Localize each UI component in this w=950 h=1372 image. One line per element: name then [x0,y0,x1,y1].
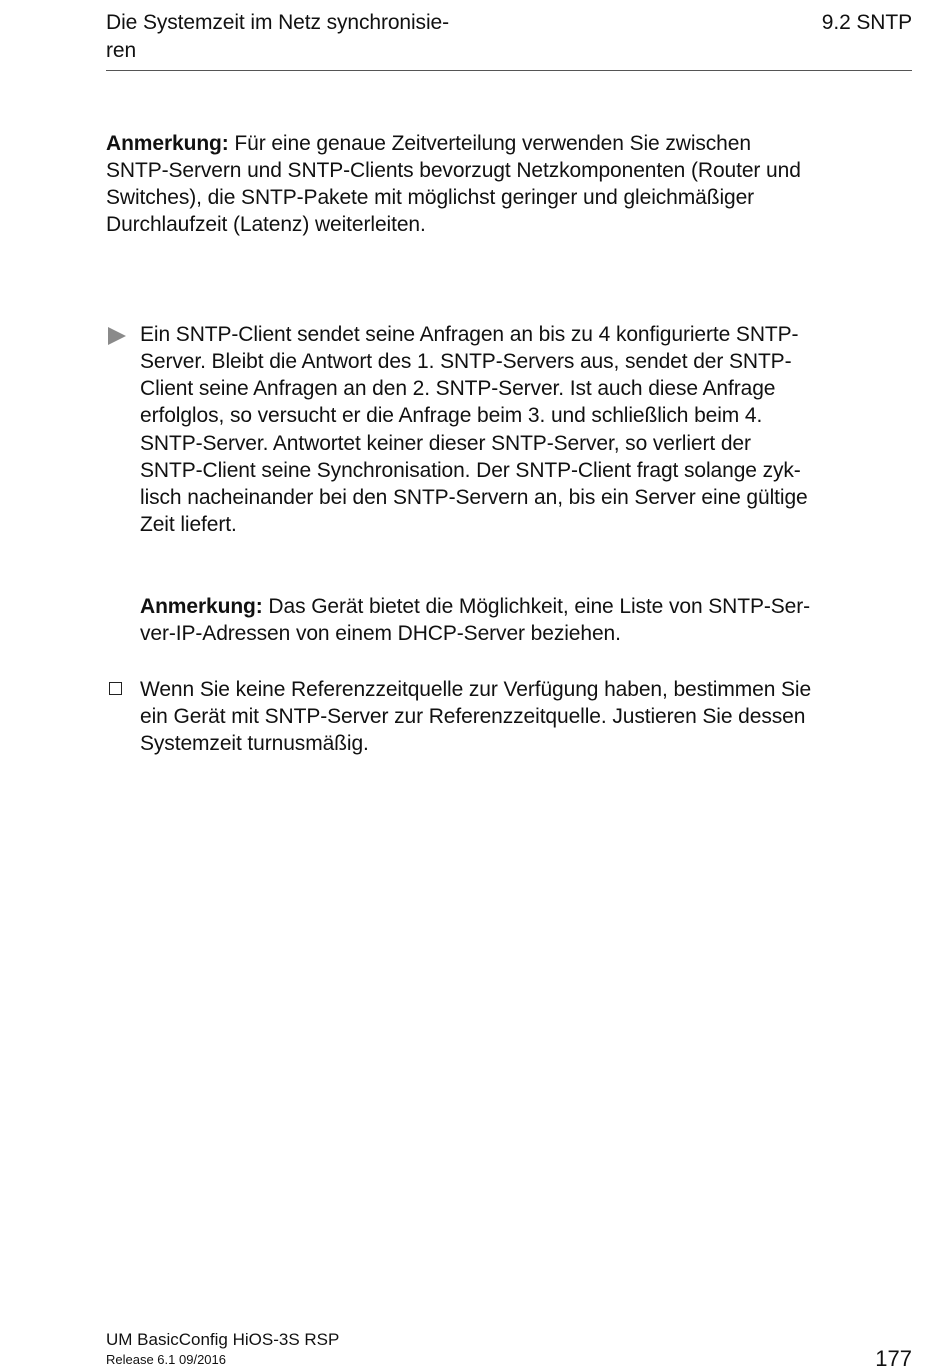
step-line-2: ein Gerät mit SNTP-Server zur Referenzzeitquelle. Justieren Sie dessen [140,705,806,728]
header-divider [106,70,912,71]
footer-release: Release 6.1 09/2016 [106,1352,226,1367]
bullet-line-1: Ein SNTP-Client sendet seine Anfragen an bis zu 4 konfigurierte SNTP- [140,323,799,346]
checkbox-icon [109,682,122,695]
note-1-label: Anmerkung: [106,132,229,155]
bullet-line-4: erfolglos, so versucht er die Anfrage beim 3. und schließlich beim 4. [140,404,763,427]
note-1-line-2: SNTP-Servern und SNTP-Clients bevorzugt Netzkomponenten (Router und [106,159,801,182]
bullet-line-3: Client seine Anfragen an den 2. SNTP-Server. Ist auch diese Anfrage [140,377,776,400]
note-2-label: Anmerkung: [140,595,263,618]
footer-manual-title: UM BasicConfig HiOS-3S RSP [106,1330,340,1349]
page-number: 177 [875,1346,912,1371]
note-1-line-4: Durchlaufzeit (Latenz) weiterleiten. [106,213,426,236]
bullet-line-5: SNTP-Server. Antwortet keiner dieser SNTP-Server, so verliert der [140,432,751,455]
chapter-title-line-1: Die Systemzeit im Netz synchronisie- [106,11,449,34]
step-line-1: Wenn Sie keine Referenzzeitquelle zur Verfügung haben, bestimmen Sie [140,678,812,701]
section-number: 9.2 SNTP [821,11,912,34]
note-2-line-2: ver-IP-Adressen von einem DHCP-Server beziehen. [140,622,621,645]
note-1-line-1: Anmerkung: Für eine genaue Zeitverteilung verwenden Sie zwischen [106,132,751,155]
triangle-bullet-icon [108,327,126,345]
bullet-line-7: lisch nacheinander bei den SNTP-Servern an, bis ein Server eine gültige [140,486,808,509]
note-1-line-3: Switches), die SNTP-Pakete mit möglichst geringer und gleichmäßiger [106,186,755,209]
chapter-title-line-2: ren [106,39,137,62]
bullet-line-6: SNTP-Client seine Synchronisation. Der SNTP-Client fragt solange zyk- [140,459,801,482]
bullet-line-2: Server. Bleibt die Antwort des 1. SNTP-Servers aus, sendet der SNTP- [140,350,792,373]
step-line-3: Systemzeit turnusmäßig. [140,732,369,755]
bullet-line-8: Zeit liefert. [140,513,237,536]
note-2-line-1: Anmerkung: Das Gerät bietet die Möglichkeit, eine Liste von SNTP-Ser- [140,595,811,618]
